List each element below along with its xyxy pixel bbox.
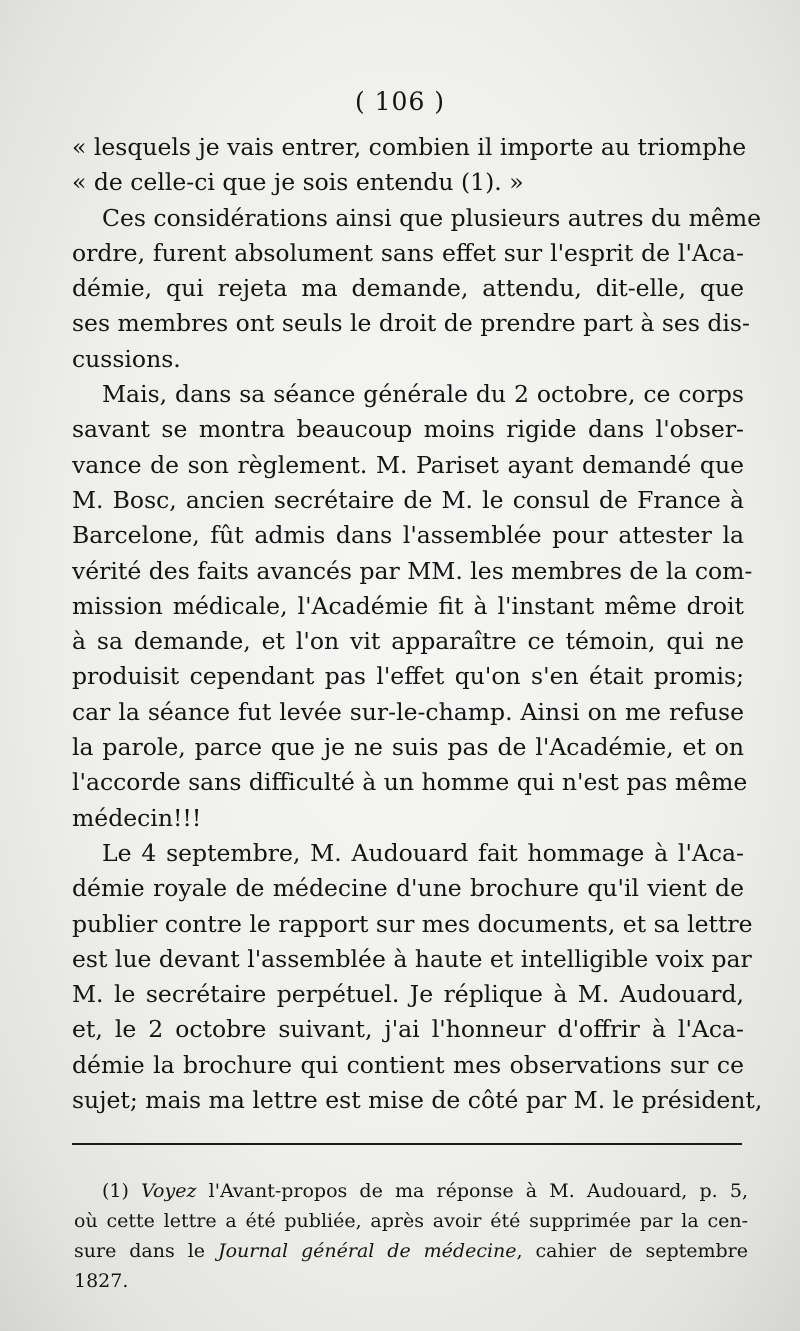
- text-line: la parole, parce que je ne suis pas de l'Académie, et on: [72, 733, 744, 762]
- body-text: [72, 130, 763, 1118]
- text-line: mission médicale, l'Académie fit à l'instant même droit: [72, 591, 744, 620]
- text-line: l'accorde sans difficulté à un homme qui n'est pas même: [72, 768, 748, 797]
- footnote-journal-title: Journal général de médecine: [218, 1240, 517, 1262]
- footnote-line: [74, 1236, 748, 1266]
- text-line: et, le 2 octobre suivant, j'ai l'honneur d'offrir à l'Aca-: [72, 1015, 744, 1044]
- text-line: M. Bosc, ancien secrétaire de M. le consul de France à: [72, 485, 744, 514]
- text-line: Barcelone, fût admis dans l'assemblée pour attester la: [72, 521, 744, 550]
- text-line: vance de son règlement. M. Pariset ayant demandé que: [72, 450, 744, 479]
- footnote-text: l'Avant-propos de ma réponse à M. Audouard, p. 5,: [208, 1180, 748, 1202]
- footnote-line: [74, 1176, 748, 1206]
- text-line: Ces considérations ainsi que plusieurs autres du même: [102, 203, 762, 232]
- page-number-header: ( 106 ): [354, 87, 446, 116]
- text-line: médecin!!!: [72, 803, 202, 832]
- text-line: « de celle-ci que je sois entendu (1). »: [72, 168, 524, 197]
- text-line: car la séance fut levée sur-le-champ. Ainsi on me refuse: [72, 697, 744, 726]
- text-line: est lue devant l'assemblée à haute et intelligible voix par: [72, 944, 752, 973]
- footnote-italic: Voyez: [141, 1180, 197, 1202]
- text-line: savant se montra beaucoup moins rigide dans l'obser-: [72, 415, 744, 444]
- footnote-marker: (1): [102, 1180, 129, 1202]
- text-line: à sa demande, et l'on vit apparaître ce témoin, qui ne: [72, 627, 744, 656]
- footnote-rule: [72, 1143, 742, 1145]
- footnote-text: sure dans le: [74, 1240, 206, 1262]
- footnote-line: 1827.: [74, 1270, 129, 1292]
- footnote: [74, 1176, 748, 1296]
- text-line: M. le secrétaire perpétuel. Je réplique à M. Audouard,: [72, 980, 744, 1009]
- text-line: ses membres ont seuls le droit de prendre part à ses dis-: [72, 309, 750, 338]
- text-line: vérité des faits avancés par MM. les membres de la com-: [72, 556, 753, 585]
- text-line: publier contre le rapport sur mes documents, et sa lettre: [72, 909, 753, 938]
- text-line: démie, qui rejeta ma demande, attendu, dit-elle, que: [72, 274, 744, 303]
- text-line: Mais, dans sa séance générale du 2 octobre, ce corps: [102, 380, 744, 409]
- text-line: Le 4 septembre, M. Audouard fait hommage à l'Aca-: [102, 838, 744, 867]
- text-line: cussions.: [72, 344, 181, 373]
- text-line: sujet; mais ma lettre est mise de côté par M. le président,: [72, 1086, 763, 1115]
- text-line: « lesquels je vais entrer, combien il importe au triomphe: [72, 133, 747, 161]
- footnote-line: où cette lettre a été publiée, après avoir été supprimée par la cen-: [74, 1210, 748, 1232]
- text-line: ordre, furent absolument sans effet sur l'esprit de l'Aca-: [72, 238, 744, 267]
- text-line: produisit cependant pas l'effet qu'on s'en était promis;: [72, 662, 744, 691]
- footnote-text: , cahier de septembre: [516, 1240, 748, 1262]
- text-line: démie la brochure qui contient mes observations sur ce: [72, 1050, 744, 1079]
- text-line: démie royale de médecine d'une brochure qu'il vient de: [72, 874, 744, 903]
